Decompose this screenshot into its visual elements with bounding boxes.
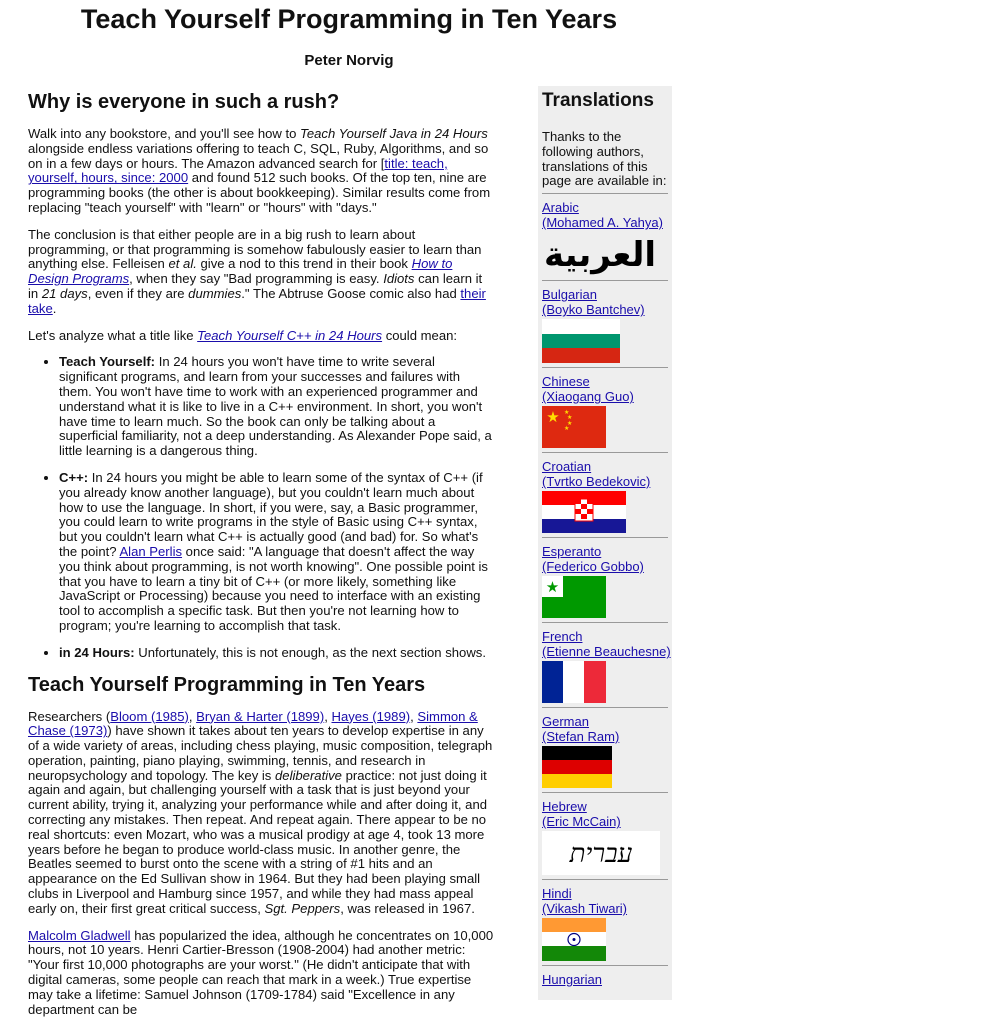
text: Researchers ( bbox=[28, 708, 111, 724]
alan-perlis-link[interactable]: Alan Perlis bbox=[119, 543, 183, 559]
language-name: Hungarian bbox=[542, 972, 602, 988]
translator-name: (Xiaogang Guo) bbox=[542, 389, 634, 405]
bulgaria-flag-icon bbox=[542, 319, 620, 363]
text: dummies bbox=[188, 285, 242, 301]
translation-hungarian bbox=[538, 972, 672, 987]
bloom-link[interactable]: Bloom (1985) bbox=[110, 708, 189, 724]
translation-link-arabic[interactable] bbox=[542, 200, 672, 230]
divider bbox=[542, 792, 668, 793]
link-text: Teach Yourself C++ in 24 Hours bbox=[197, 327, 383, 343]
text: In 24 hours you might be able to learn some of the syntax of C++ (if you already know another language), but you couldn't learn much about how to use the language. In short, if you were, say, a Basic programmer, you could learn to write programs in the style of Basic using C++ syntax, but you couldn't learn what C++ is actually good (and bad) for. So what's the point? bbox=[59, 469, 483, 559]
their-take-link[interactable]: their take bbox=[28, 285, 486, 316]
translation-bulgarian bbox=[538, 287, 672, 363]
paragraph-gladwell bbox=[28, 929, 494, 1018]
translation-croatian bbox=[538, 459, 672, 533]
translation-hindi bbox=[538, 886, 672, 961]
translation-link-croatian[interactable] bbox=[542, 459, 672, 489]
france-flag-icon bbox=[542, 661, 606, 703]
svg-text:★: ★ bbox=[564, 425, 570, 433]
text: could mean: bbox=[382, 327, 458, 343]
text: , even if they are bbox=[87, 285, 189, 301]
book-title: Teach Yourself Java in 24 Hours bbox=[300, 126, 488, 141]
text: Idiots bbox=[383, 271, 415, 287]
svg-text:★: ★ bbox=[567, 414, 573, 422]
translator-name: (Eric McCain) bbox=[542, 814, 621, 830]
text: ) have shown it takes about ten years to develop expertise in any of a wide variety of areas, including chess playing, music composition, telegraph operation, painting, piano playing, swimming, tennis, and research in neuropsychology and topology. The key is bbox=[28, 723, 493, 783]
section-heading-rush: Why is everyone in such a rush? bbox=[28, 91, 340, 113]
list-item bbox=[59, 646, 494, 661]
text: In 24 hours you won't have time to write several significant programs, and learn from your successes and failures with them. You won't have time to work with an experienced programmer and understand what it is like to live in a C++ environment. In short, you won't have time to learn much. So the book can only be talking about a superficial familiarity, not a deep understanding. As Alexander Pope said, a little learning is a dangerous thing. bbox=[59, 354, 492, 459]
section-heading-ten-years: Teach Yourself Programming in Ten Years bbox=[28, 673, 426, 696]
bryan-harter-link[interactable]: Bryan & Harter (1899) bbox=[196, 708, 325, 724]
translator-name: (Vikash Tiwari) bbox=[542, 901, 628, 917]
paragraph-researchers bbox=[28, 710, 494, 917]
main-content bbox=[28, 88, 494, 1029]
text: , bbox=[410, 708, 418, 724]
divider bbox=[542, 707, 668, 708]
translator-name: (Etienne Beauchesne) bbox=[542, 644, 671, 660]
translations-heading: Translations bbox=[542, 90, 654, 111]
language-name: Hindi bbox=[542, 886, 572, 902]
hebrew-script-text: עברית bbox=[569, 839, 633, 870]
divider bbox=[542, 452, 668, 453]
germany-flag-icon bbox=[542, 746, 612, 788]
china-flag-icon bbox=[542, 406, 606, 448]
divider bbox=[542, 622, 668, 623]
translator-name: (Stefan Ram) bbox=[542, 729, 620, 745]
page-title: Teach Yourself Programming in Ten Years bbox=[80, 4, 618, 34]
hayes-link[interactable]: Hayes (1989) bbox=[331, 708, 411, 724]
divider bbox=[542, 193, 668, 194]
text: 21 days bbox=[41, 285, 88, 301]
text: et al. bbox=[168, 256, 197, 272]
translation-german bbox=[538, 714, 672, 788]
paragraph-conclusion bbox=[28, 228, 494, 317]
language-name: Croatian bbox=[542, 459, 592, 475]
arabic-script-image bbox=[542, 232, 658, 276]
translation-chinese bbox=[538, 374, 672, 448]
language-name: Arabic bbox=[542, 200, 579, 216]
svg-text:★: ★ bbox=[545, 578, 560, 597]
translation-link-french[interactable] bbox=[542, 629, 672, 659]
text: Sgt. Peppers bbox=[264, 900, 341, 916]
malcolm-gladwell-link[interactable]: Malcolm Gladwell bbox=[28, 927, 131, 943]
divider bbox=[542, 965, 668, 966]
list-item bbox=[59, 355, 494, 459]
text: and found 512 such books. Of the top ten, nine are programming books (the other is about bookkeeping). Similar results come from replacing "teach yourself" with "learn" or "hours" with "days." bbox=[28, 170, 491, 215]
bullet-label: Teach Yourself: bbox=[59, 354, 156, 370]
text: . bbox=[52, 300, 57, 316]
text: Let's analyze what a title like bbox=[28, 327, 198, 343]
bullet-label: in 24 Hours: bbox=[59, 644, 135, 660]
text: once said: "A language that doesn't affect the way you think about programming, is not worth knowing". One possible point is that you have to learn a tiny bit of C++ (or more likely, something like JavaScript or Processing) because you need to interface with an existing tool to accomplish a specific task. But then you're not learning how to program; you're learning to accomplish that task. bbox=[59, 543, 488, 633]
translation-arabic bbox=[538, 200, 672, 276]
translation-link-hindi[interactable] bbox=[542, 886, 672, 916]
translation-link-hungarian[interactable] bbox=[542, 972, 672, 987]
svg-text:★: ★ bbox=[564, 409, 570, 417]
divider bbox=[542, 367, 668, 368]
author-name: Peter Norvig bbox=[304, 52, 394, 69]
text: give a nod to this trend in their book bbox=[196, 256, 412, 272]
text: , bbox=[188, 708, 197, 724]
translations-sidebar bbox=[538, 86, 672, 1000]
translation-french bbox=[538, 629, 672, 703]
text: ." The Abtruse Goose comic also had bbox=[241, 285, 461, 301]
paragraph-analyze bbox=[28, 329, 494, 344]
translator-name: (Mohamed A. Yahya) bbox=[542, 215, 663, 231]
language-name: Bulgarian bbox=[542, 287, 597, 303]
translator-name: (Federico Gobbo) bbox=[542, 559, 644, 575]
divider bbox=[542, 280, 668, 281]
list-item bbox=[59, 471, 494, 634]
language-name: French bbox=[542, 629, 583, 645]
croatia-flag-icon bbox=[542, 491, 626, 533]
language-name: Chinese bbox=[542, 374, 590, 390]
text: The conclusion is that either people are in a big rush to learn about programming, or that programming is somehow fabulously easier to learn than anything else. Felleisen bbox=[28, 226, 482, 272]
text: alongside endless variations offering to teach C, SQL, Ruby, Algorithms, and so on in a few days or hours. The Amazon advanced search for [ bbox=[28, 140, 489, 171]
link-text: How to Design Programs bbox=[28, 256, 453, 287]
text: , was released in 1967. bbox=[340, 900, 475, 916]
translation-link-hebrew[interactable] bbox=[542, 799, 672, 829]
title-analysis-list bbox=[28, 355, 494, 660]
translation-link-chinese[interactable] bbox=[542, 374, 672, 404]
arabic-script-text: العربية bbox=[543, 235, 657, 276]
translation-link-german[interactable] bbox=[542, 714, 672, 744]
svg-text:★: ★ bbox=[567, 420, 573, 428]
language-name: German bbox=[542, 714, 589, 730]
simmon-chase-link[interactable]: Simmon & Chase (1973) bbox=[28, 708, 478, 739]
text: Walk into any bookstore, and you'll see how to bbox=[28, 126, 301, 141]
translation-link-bulgarian[interactable] bbox=[542, 287, 672, 317]
cpp-book-link[interactable] bbox=[197, 328, 382, 343]
paragraph-bookstore bbox=[28, 127, 494, 216]
amazon-search-link[interactable]: title: teach, yourself, hours, since: 2000 bbox=[28, 155, 448, 186]
text: practice: not just doing it again and again, but challenging yourself with a task that is just beyond your current ability, trying it, analyzing your performance while and after doing it, and correcting any mistakes. Then repeat. And repeat again. There appear to be no real shortcuts: even Mozart, who was a musical prodigy at age 4, took 13 more years before he began to produce world-class music. In another genre, the Beatles seemed to burst onto the scene with a string of #1 hits and an appearance on the Ed Sullivan show in 1964. But they had been playing small clubs in Liverpool and Hamburg since 1957, and while they had mass appeal early on, their first great critical success, bbox=[28, 767, 488, 916]
bullet-label: C++: bbox=[59, 469, 89, 485]
hebrew-script-image bbox=[542, 831, 660, 875]
translation-esperanto bbox=[538, 544, 672, 618]
language-name: Esperanto bbox=[542, 544, 602, 560]
translation-hebrew bbox=[538, 799, 672, 875]
divider bbox=[542, 537, 668, 538]
language-name: Hebrew bbox=[542, 799, 587, 815]
translation-link-esperanto[interactable] bbox=[542, 544, 672, 574]
text: deliberative bbox=[275, 767, 342, 783]
translator-name: (Boyko Bantchev) bbox=[542, 302, 645, 318]
divider bbox=[542, 879, 668, 880]
translations-intro: Thanks to the following authors, translations of this page are available in: bbox=[542, 129, 667, 189]
text: has popularized the idea, although he concentrates on 10,000 hours, not 10 years. Henri Cartier-Bresson (1908-2004) had another metric: "Your first 10,000 photographs are your worst." (He didn't anticipate that with digital cameras, some people can reach that mark in a week.) True expertise may take a lifetime: Samuel Johnson (1709-1784) said "Excellence in any department can be bbox=[28, 927, 494, 1017]
svg-text:★: ★ bbox=[546, 408, 560, 427]
india-flag-icon bbox=[542, 918, 606, 961]
text: , bbox=[324, 708, 332, 724]
esperanto-flag-icon bbox=[542, 576, 606, 618]
translator-name: (Tvrtko Bedekovic) bbox=[542, 474, 651, 490]
text: , when they say "Bad programming is easy. bbox=[129, 271, 384, 287]
text: Unfortunately, this is not enough, as the next section shows. bbox=[134, 644, 486, 660]
text: can learn it in bbox=[28, 271, 483, 301]
